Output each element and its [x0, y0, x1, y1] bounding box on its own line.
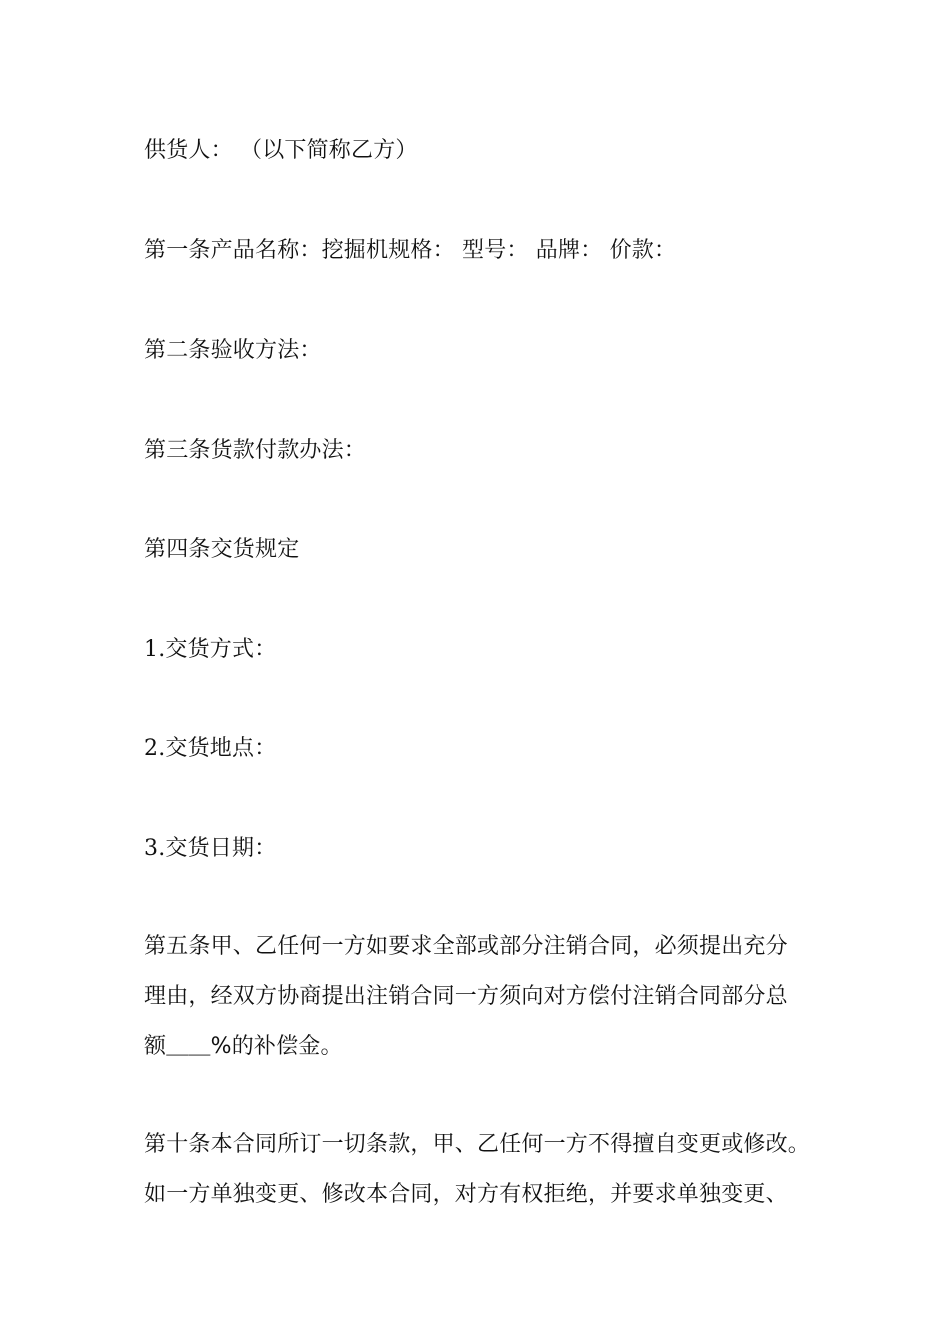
paragraph-line: 额＿＿%的补偿金。	[144, 1034, 343, 1059]
clause-1-product: 第一条产品名称：挖掘机规格： 型号： 品牌： 价款：	[144, 238, 677, 263]
clause-10-paragraph	[144, 1120, 824, 1220]
paragraph-line: 如一方单独变更、修改本合同，对方有权拒绝，并要求单独变更、	[144, 1182, 788, 1207]
delivery-method-item	[144, 635, 276, 665]
paragraph-line: 第五条甲、乙任何一方如要求全部或部分注销合同，必须提出充分	[144, 934, 788, 959]
clause-4-delivery: 第四条交货规定	[144, 537, 300, 562]
paragraph-line: 理由，经双方协商提出注销合同一方须向对方偿付注销合同部分总	[144, 984, 788, 1009]
clause-2-acceptance: 第二条验收方法：	[144, 338, 322, 363]
supplier-line: 供货人： （以下简称乙方）	[144, 138, 418, 163]
item-number: 3.	[144, 836, 166, 861]
item-number: 1.	[144, 637, 166, 662]
item-text: 交货方式：	[165, 637, 277, 662]
item-text: 交货日期：	[165, 836, 277, 861]
clause-3-payment: 第三条货款付款办法：	[144, 438, 367, 463]
item-number: 2.	[144, 736, 166, 761]
delivery-place-item	[144, 734, 276, 764]
paragraph-line: 第十条本合同所订一切条款，甲、乙任何一方不得擅自变更或修改。	[144, 1132, 811, 1157]
clause-5-paragraph	[144, 922, 824, 1072]
item-text: 交货地点：	[165, 736, 277, 761]
delivery-date-item	[144, 834, 276, 864]
